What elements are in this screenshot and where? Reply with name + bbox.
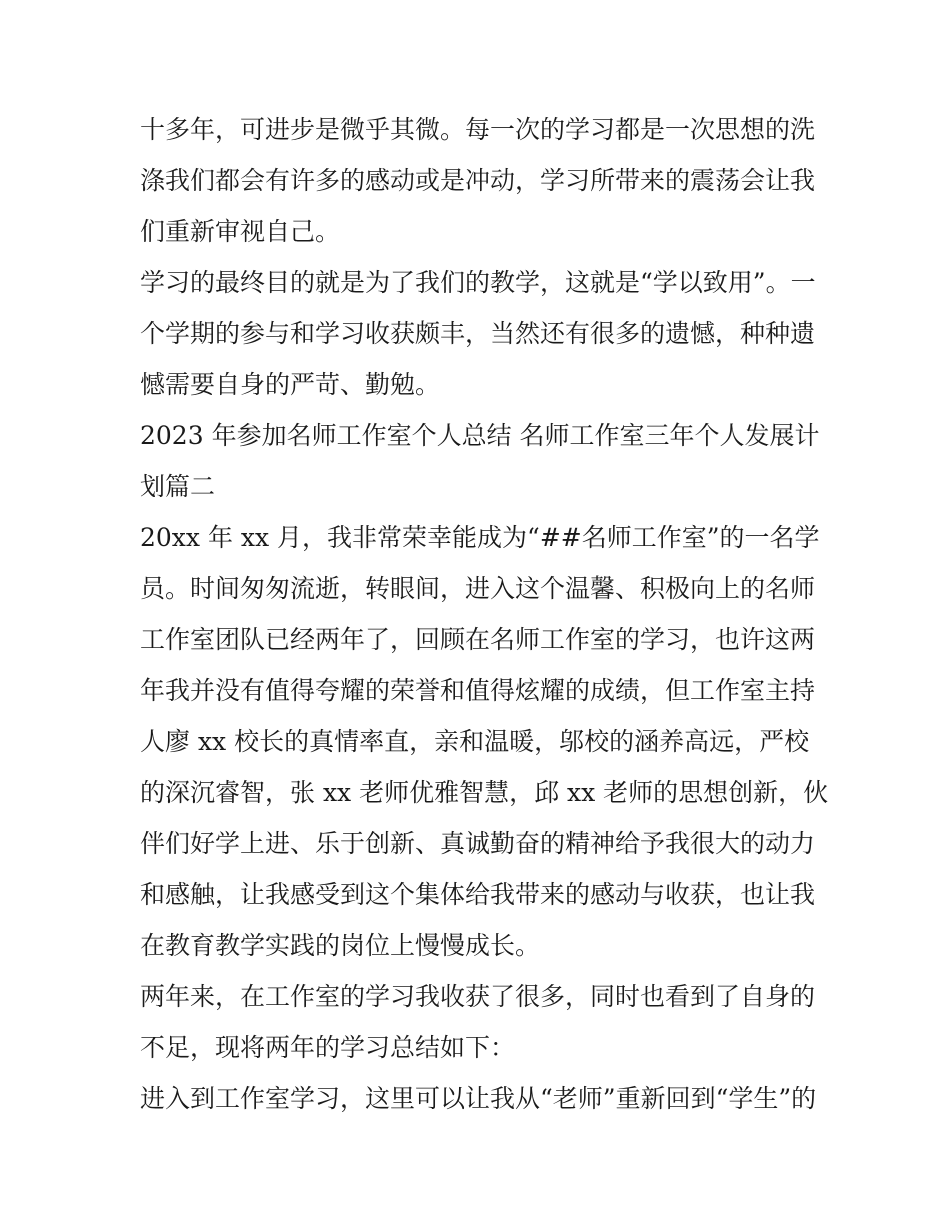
text-line: 两年来，在工作室的学习我收获了很多，同时也看到了自身的 <box>140 982 816 1011</box>
text-line: 的深沉睿智，张 xx 老师优雅智慧，邱 xx 老师的思想创新，伙 <box>140 778 829 807</box>
text-line: 20xx 年 xx 月，我非常荣幸能成为“##名师工作室”的一名学 <box>140 523 820 552</box>
text-line: 和感触，让我感受到这个集体给我带来的感动与收获，也让我 <box>140 880 816 909</box>
text-line: 员。时间匆匆流逝，转眼间，进入这个温馨、积极向上的名师 <box>140 574 816 603</box>
text-line: 工作室团队已经两年了，回顾在名师工作室的学习，也许这两 <box>140 625 816 654</box>
text-line: 年我并没有值得夸耀的荣誉和值得炫耀的成绩，但工作室主持 <box>140 676 816 705</box>
text-line: 们重新审视自己。 <box>140 217 341 246</box>
text-line: 伴们好学上进、乐于创新、真诚勤奋的精神给予我很大的动力 <box>140 829 816 858</box>
text-line: 不足，现将两年的学习总结如下： <box>140 1033 516 1062</box>
text-line: 在教育教学实践的岗位上慢慢成长。 <box>140 931 541 960</box>
text-line: 人廖 xx 校长的真情率直，亲和温暖，邬校的涵养高远，严校 <box>140 727 810 756</box>
text-line: 进入到工作室学习，这里可以让我从“老师”重新回到“学生”的 <box>140 1084 817 1113</box>
text-line: 涤我们都会有许多的感动或是冲动，学习所带来的震荡会让我 <box>140 166 816 195</box>
document-body <box>140 104 829 1124</box>
text-line: 憾需要自身的严苛、勤勉。 <box>140 370 441 399</box>
text-line: 个学期的参与和学习收获颇丰，当然还有很多的遗憾，种种遗 <box>140 319 816 348</box>
text-line: 学习的最终目的就是为了我们的教学，这就是“学以致用”。一 <box>140 268 816 297</box>
text-line: 十多年，可进步是微乎其微。每一次的学习都是一次思想的洗 <box>140 115 816 144</box>
section-heading-line: 2023 年参加名师工作室个人总结 名师工作室三年个人发展计 <box>140 421 820 450</box>
section-heading-line: 划篇二 <box>140 472 216 501</box>
